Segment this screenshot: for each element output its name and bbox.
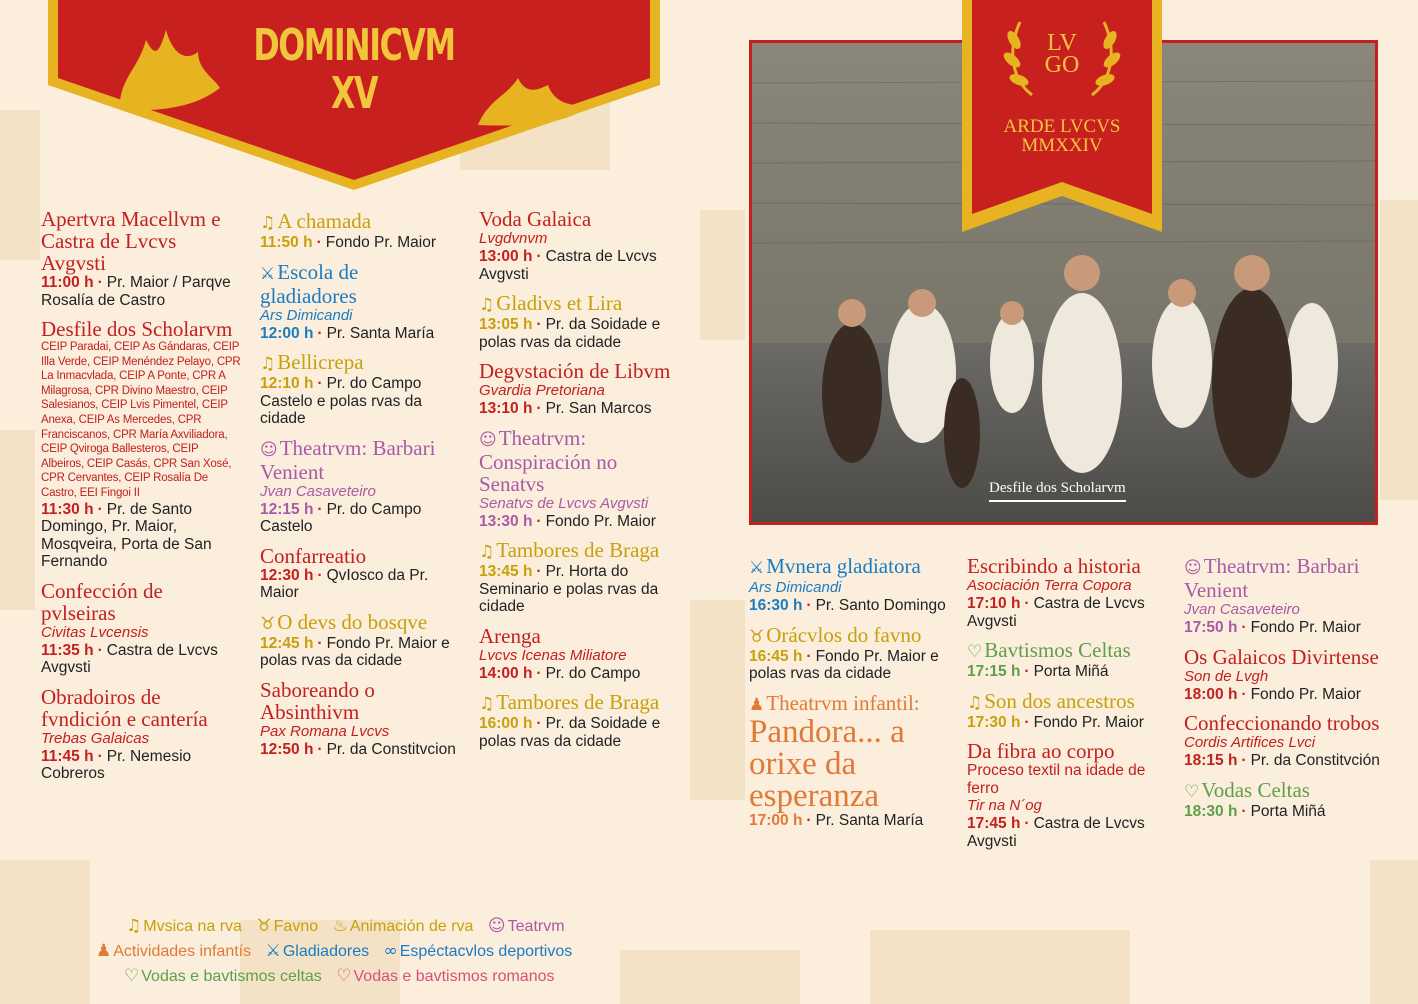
event-organizer: Civitas Lvcensis <box>41 623 149 641</box>
event-degvstacion: Degvstación de Libvm Gvardia Pretoriana 13:10 h · Pr. San Marcos <box>479 360 679 418</box>
swords-icon: ⚔ <box>265 941 281 961</box>
event-title: Saboreando o Absinthivm <box>260 677 375 724</box>
event-time: 11:00 h <box>41 274 94 291</box>
legend-item-theatre: ☺ Teatrvm <box>487 916 565 936</box>
schedule-column-2 <box>260 210 460 767</box>
event-place: Castra de Lvcvs Avgvsti <box>479 248 657 283</box>
event-organizer: Pax Romana Lvcvs <box>260 722 390 740</box>
event-time: 18:00 h <box>1184 685 1238 703</box>
music-icon: ♫ <box>479 694 495 714</box>
event-time: 13:00 h <box>479 248 533 265</box>
event-title: Escola de gladiadores <box>260 259 359 308</box>
event-theatrvm-barbari: ☺Theatrvm: Barbari Venient Jvan Casaveteiro 12:15 h · Pr. do Campo Castelo <box>260 437 460 536</box>
music-icon: ♫ <box>479 295 495 315</box>
event-title: Degvstación de Libvm <box>479 359 671 383</box>
event-time: 12:10 h <box>260 375 314 392</box>
event-place: Pr. Santa María <box>326 324 435 342</box>
event-place: Castra de Lvcvs Avgvsti <box>967 815 1145 850</box>
event-time: 16:30 h <box>749 597 803 614</box>
event-title: Obradoiros de fvndición e cantería <box>41 684 208 731</box>
event-mvnera-gladiatora: ⚔Mvnera gladiatora Ars Dimicandi 16:30 h · Pr. Santo Domingo <box>749 555 954 615</box>
faun-icon: ♉ <box>256 916 272 936</box>
event-time: 11:30 h <box>41 500 94 518</box>
event-organizer: Asociación Terra Copora <box>967 577 1132 594</box>
event-apertura: Apertvra Macellvm e Castra de Lvcvs Avgvsti 11:00 h · Pr. Maior / Parqve Rosalía de Castro <box>41 208 241 309</box>
event-time: 13:45 h <box>479 563 533 580</box>
event-place: Pr. Horta do Seminario e polas rvas da cidade <box>479 563 659 615</box>
logo-line1: LV <box>1047 30 1077 56</box>
event-place: Fondo Pr. Maior <box>1250 685 1361 703</box>
event-title: Tambores de Braga <box>496 690 660 714</box>
event-title: Desfile dos Scholarvm <box>41 317 233 341</box>
event-title: Orácvlos do favno <box>766 622 922 647</box>
music-icon: ♫ <box>479 542 495 562</box>
event-place: Fondo Pr. Maior e polas rvas da cidade <box>749 647 939 682</box>
event-saboreando-absinthivm: Saboreando o Absinthivm Pax Romana Lvcvs 12:50 h · Pr. da Constitvcion <box>260 679 460 759</box>
theatre-icon: ☺ <box>260 439 278 460</box>
event-time: 13:10 h <box>479 400 533 417</box>
event-confeccion-pulseiras: Confección de pvlseiras Civitas Lvcensis 11:35 h · Castra de Lvcvs Avgvsti <box>41 580 241 677</box>
legend-item-sports: ∞ Espéctacvlos deportivos <box>383 941 573 961</box>
event-time: 17:45 h <box>967 815 1021 832</box>
event-organizer: Jvan Casaveteiro <box>1184 601 1300 618</box>
legend-item-celtic-weddings: ♡ Vodas e bavtismos celtas <box>124 966 322 986</box>
event-desfile: Desfile dos Scholarvm CEIP Paradai, CEIP As Gándaras, CEIP Illa Verde, CEIP Menéndez Pelayo, CPR La Inmacvlada, CEIP A Ponte, CPR A Milagrosa, CPR Divino Maestro, CEIP Salesianos, CEIP Lvis Pimentel, CEIP Anexa, CEIP As Mercedes, CPR Franciscanos, CPR María Axviliadora, CEIP Qviroga Ballesteros, CEIP Albeiros, CEIP Casás, CPR San Xosé, CPR Cervantes, CEIP Rosalía De Castro, EEI Fingoi II 11:30 h · Pr. de Santo Domingo, Pr. Maior, Mosqveira, Porta de San Fernando <box>41 317 241 571</box>
event-title: Voda Galaica <box>479 207 592 231</box>
event-time: 13:05 h <box>479 316 533 333</box>
event-time: 12:50 h <box>260 740 314 758</box>
event-time: 18:30 h <box>1184 802 1238 820</box>
event-escola-gladiadores: ⚔Escola de gladiadores Ars Dimicandi 12:00 h · Pr. Santa María <box>260 261 460 343</box>
event-place: Pr. Nemesio Cobreros <box>41 747 192 783</box>
faun-icon: ♉ <box>749 626 765 647</box>
music-icon: ♫ <box>260 354 276 374</box>
legend-item-faun: ♉ Favno <box>256 916 319 936</box>
kids-icon: ♟ <box>96 941 112 961</box>
event-place: Pr. de Santo Domingo, Pr. Maior, Mosqveira, Porta de San Fernando <box>41 500 212 571</box>
event-time: 12:00 h <box>260 324 314 342</box>
event-organizer: Ars Dimicandi <box>749 579 842 596</box>
event-bavtismos-celtas: ♡Bavtismos Celtas 17:15 h · Porta Miñá <box>967 638 1131 680</box>
event-theatrvm-conspiracion: ☺Theatrvm: Conspiración no Senatvs Senatvs de Lvcvs Avgvsti 13:30 h · Fondo Pr. Maior <box>479 427 679 531</box>
event-organizer: Lvgdvnvm <box>479 230 548 247</box>
schedule-column-4 <box>749 555 954 838</box>
event-place: Pr. Maior / Parqve Rosalía de Castro <box>41 274 231 309</box>
event-organizer: Tir na N´og <box>967 797 1042 814</box>
badge-text <box>982 117 1142 155</box>
event-time: 13:30 h <box>479 512 533 530</box>
event-time: 16:45 h <box>749 647 803 665</box>
event-title: Theatrvm infantil: <box>766 690 920 715</box>
event-place: Pr. San Marcos <box>545 400 652 417</box>
event-theatrvm-infantil: ♟Theatrvm infantil: Pandora... a orixe da esperanza 17:00 h · Pr. Santa María <box>749 692 954 830</box>
event-title: Confección de pvlseiras <box>41 578 163 625</box>
legend-item-kids: ♟ Actividades infantís <box>96 941 252 961</box>
legend <box>96 914 656 989</box>
event-organizer: Senatvs de Lvcvs Avgvsti <box>479 494 649 512</box>
badge-logo <box>1012 32 1112 76</box>
event-title: Tambores de Braga <box>496 538 660 562</box>
event-theatrvm-barbari-2: ☺Theatrvm: Barbari Venient Jvan Casaveteiro 17:50 h · Fondo Pr. Maior <box>1184 555 1394 637</box>
event-place: Pr. da Constitvcion <box>326 740 456 758</box>
schedule-column-1 <box>41 208 241 792</box>
theatre-icon: ☺ <box>1184 558 1202 578</box>
event-voda-galaica: Voda Galaica Lvgdvnvm 13:00 h · Castra de Lvcvs Avgvsti <box>479 208 679 283</box>
event-time: 14:00 h <box>479 664 533 682</box>
event-place: Pr. da Constitvción <box>1250 752 1380 769</box>
event-time: 17:10 h <box>967 595 1021 612</box>
event-organizer: Jvan Casaveteiro <box>260 482 376 500</box>
schedule-column-3 <box>479 208 679 759</box>
event-organizer: Son de Lvgh <box>1184 667 1269 685</box>
event-time: 17:15 h <box>967 663 1021 680</box>
event-o-devs-do-bosqve: ♉O devs do bosqve 12:45 h · Fondo Pr. Maior e polas rvas da cidade <box>260 609 450 669</box>
event-title: Vodas Celtas <box>1201 777 1310 802</box>
event-title: Mvnera gladiatora <box>766 554 921 578</box>
heart-icon: ♡ <box>967 642 983 662</box>
schedule-column-5 <box>967 555 1172 859</box>
title-line1: DOMINICVM <box>253 20 455 71</box>
event-place: Pr. Santa María <box>815 811 924 829</box>
legend-item-street-animation: ♨ Animación de rva <box>332 916 474 936</box>
event-time: 17:30 h <box>967 713 1021 731</box>
event-organizer: Cordis Artifices Lvci <box>1184 734 1316 751</box>
rings-icon: ∞ <box>383 941 398 961</box>
event-title: Theatrvm: Barbari Venient <box>260 435 436 484</box>
event-place: Castra de Lvcvs Avgvsti <box>41 641 218 677</box>
event-title: Bavtismos Celtas <box>984 638 1131 662</box>
legend-item-music: ♫ Mvsica na rva <box>126 916 242 936</box>
event-organizer: Lvcvs Icenas Miliatore <box>479 646 627 664</box>
event-subtitle: Proceso textil na idade de ferro <box>967 762 1146 797</box>
event-title: Theatrvm: Conspiración no Senatvs <box>479 425 618 496</box>
event-place: Porta Miñá <box>1250 802 1326 820</box>
event-time: 11:50 h <box>260 234 313 251</box>
event-title: Gladivs et Lira <box>496 291 623 315</box>
event-tambores-de-braga-1: ♫Tambores de Braga 13:45 h · Pr. Horta do Seminario e polas rvas da cidade <box>479 538 660 615</box>
kids-icon: ♟ <box>749 694 765 715</box>
swords-icon: ⚔ <box>260 263 276 284</box>
theatre-icon: ☺ <box>487 916 506 936</box>
theatre-icon: ☺ <box>479 429 497 450</box>
swords-icon: ⚔ <box>749 558 765 578</box>
event-title: Son dos ancestros <box>984 688 1135 713</box>
event-place: Pr. da Soidade e polas rvas da cidade <box>479 316 661 351</box>
event-title: Bellicrepa <box>277 350 364 374</box>
event-obradoiros: Obradoiros de fvndición e cantería Trebas Galaicas 11:45 h · Pr. Nemesio Cobreros <box>41 686 241 783</box>
event-time: 12:15 h <box>260 500 314 518</box>
music-icon: ♫ <box>126 916 142 936</box>
event-time: 17:00 h <box>749 811 803 829</box>
music-icon: ♫ <box>260 213 276 233</box>
event-confeccionando-trobos: Confeccionando trobos Cordis Artifices Lvci 18:15 h · Pr. da Constitvción <box>1184 712 1394 770</box>
heart-icon: ♡ <box>336 966 352 986</box>
event-organizer: Ars Dimicandi <box>260 306 353 324</box>
title-line2: XV <box>330 68 378 119</box>
event-title: Confeccionando trobos <box>1184 711 1380 735</box>
event-a-chamada: ♫A chamada 11:50 h · Fondo Pr. Maior <box>260 209 437 251</box>
event-place: Fondo Pr. Maior <box>1250 619 1361 636</box>
event-title: Escribindo a historia <box>967 554 1141 578</box>
event-title: O devs do bosqve <box>277 609 428 634</box>
event-place: Pr. do Campo <box>545 664 641 682</box>
event-confarreatio: Confarreatio 12:30 h · QvIosco da Pr. Maior <box>260 545 460 602</box>
event-organizer: Gvardia Pretoriana <box>479 382 605 399</box>
event-gladivs-et-lira: ♫Gladivs et Lira 13:05 h · Pr. da Soidade e polas rvas da cidade <box>479 291 661 351</box>
heart-icon: ♡ <box>1184 781 1200 802</box>
event-place: Fondo Pr. Maior <box>545 512 656 530</box>
event-tambores-de-braga-2: ♫Tambores de Braga 16:00 h · Pr. da Soidade e polas rvas da cidade <box>479 690 661 750</box>
badge-line2: MMXXIV <box>1021 135 1103 156</box>
school-list: CEIP Paradai, CEIP As Gándaras, CEIP Illa Verde, CEIP Menéndez Pelayo, CPR La Inmacvlada, CEIP A Ponte, CPR A Milagrosa, CPR Divino Maestro, CEIP Salesianos, CEIP Lvis Pimentel, CEIP Anexa, CEIP As Mercedes, CPR Franciscanos, CPR María Axviliadora, CEIP Qviroga Ballesteros, CEIP Albeiros, CEIP Casás, CPR San Xosé, CPR Cervantes, CEIP Rosalía De Castro, EEI Fingoi II <box>41 341 241 499</box>
flame-icon: ♨ <box>332 916 348 936</box>
music-icon: ♫ <box>967 692 983 713</box>
event-subtitle: Pandora... a orixe da esperanza <box>749 713 905 814</box>
event-escribindo-a-historia: Escribindo a historia Asociación Terra Copora 17:10 h · Castra de Lvcvs Avgvsti <box>967 555 1172 630</box>
legend-item-roman-weddings: ♡ Vodas e bavtismos romanos <box>336 966 555 986</box>
event-time: 18:15 h <box>1184 752 1238 769</box>
logo-line2: GO <box>1044 52 1080 78</box>
event-title: Apertvra Macellvm e Castra de Lvcvs Avgvsti <box>41 207 221 275</box>
schedule-column-6 <box>1184 555 1394 829</box>
page-title <box>229 20 480 119</box>
event-place: Castra de Lvcvs Avgvsti <box>967 595 1145 630</box>
event-organizer: Trebas Galaicas <box>41 729 150 747</box>
event-da-fibra-ao-corpo: Da fibra ao corpo Proceso textil na idade de ferro Tir na N´og 17:45 h · Castra de Lvcvs Avgvsti <box>967 740 1172 850</box>
legend-item-gladiators: ⚔ Gladiadores <box>265 941 370 961</box>
event-place: Pr. do Campo Castelo e polas rvas da cidade <box>260 375 422 427</box>
event-time: 11:35 h <box>41 641 94 659</box>
badge-line1: ARDE LVCVS <box>1003 116 1121 137</box>
event-time: 17:50 h <box>1184 619 1238 636</box>
event-time: 16:00 h <box>479 715 533 732</box>
event-arenga: Arenga Lvcvs Icenas Miliatore 14:00 h · Pr. do Campo <box>479 625 679 683</box>
event-time: 12:45 h <box>260 634 314 652</box>
event-place: Pr. do Campo Castelo <box>260 500 422 535</box>
event-oracvlos-do-favno: ♉Orácvlos do favno 16:45 h · Fondo Pr. Maior e polas rvas da cidade <box>749 622 939 682</box>
event-title: Theatrvm: Barbari Venient <box>1184 554 1360 602</box>
event-place: Pr. Santo Domingo <box>815 597 946 614</box>
event-title: A chamada <box>277 209 372 233</box>
event-time: 11:45 h <box>41 747 94 765</box>
event-place: Fondo Pr. Maior <box>325 234 437 251</box>
event-place: QvIosco da Pr. Maior <box>260 566 429 601</box>
event-title: Arenga <box>479 623 541 648</box>
event-time: 12:30 h <box>260 566 314 584</box>
event-place: Fondo Pr. Maior e polas rvas da cidade <box>260 634 450 669</box>
event-place: Pr. da Soidade e polas rvas da cidade <box>479 715 661 750</box>
event-title: Confarreatio <box>260 543 367 568</box>
event-vodas-celtas: ♡Vodas Celtas 18:30 h · Porta Miñá <box>1184 777 1326 820</box>
event-place: Fondo Pr. Maior <box>1033 713 1144 731</box>
photo-caption: Desfile dos Scholarvm <box>989 480 1126 502</box>
faun-icon: ♉ <box>260 613 276 634</box>
event-os-galaicos: Os Galaicos Divirtense Son de Lvgh 18:00 h · Fondo Pr. Maior <box>1184 646 1394 704</box>
heart-icon: ♡ <box>124 966 140 986</box>
event-title: Da fibra ao corpo <box>967 739 1115 763</box>
event-title: Os Galaicos Divirtense <box>1184 644 1379 669</box>
event-son-dos-ancestros: ♫Son dos ancestros 17:30 h · Fondo Pr. Maior <box>967 688 1144 731</box>
event-bellicrepa: ♫Bellicrepa 12:10 h · Pr. do Campo Castelo e polas rvas da cidade <box>260 350 422 427</box>
event-place: Porta Miñá <box>1033 663 1109 680</box>
